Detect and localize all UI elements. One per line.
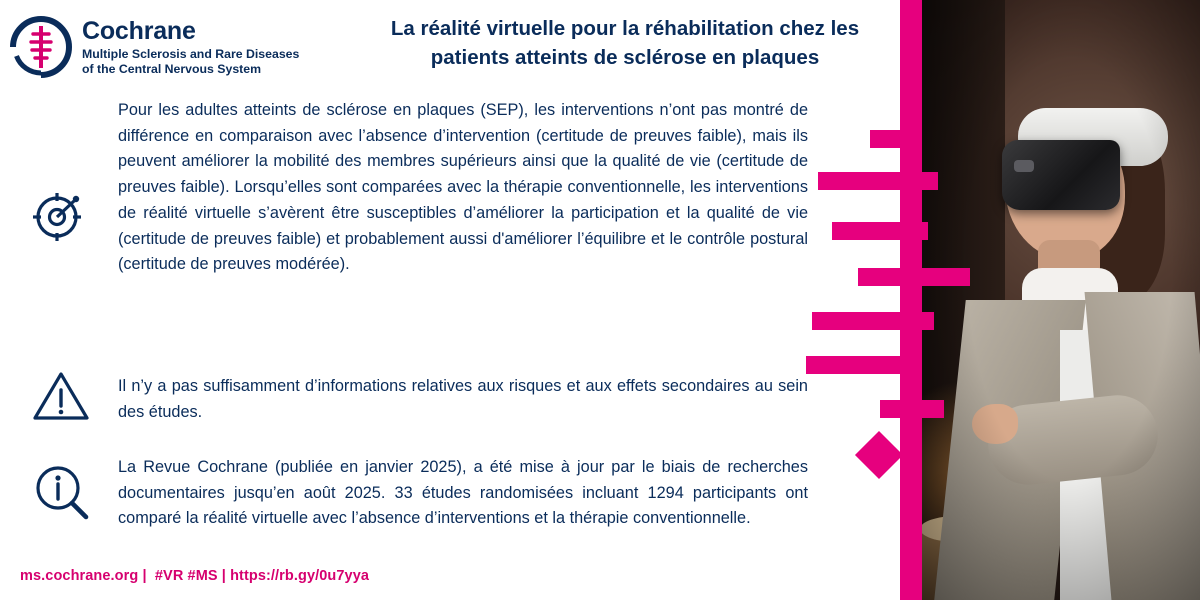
- accent-bar: [870, 130, 912, 148]
- footer-hashtags: #VR #MS: [154, 568, 218, 584]
- logo-title: Cochrane: [82, 17, 196, 45]
- accent-bar: [880, 400, 944, 418]
- footer-site-link[interactable]: ms.cochrane.org: [20, 568, 139, 584]
- accent-column: [900, 0, 922, 600]
- warning-triangle-icon: [32, 368, 90, 426]
- summary-block-findings: [118, 98, 808, 278]
- cochrane-logo-icon: [10, 16, 72, 78]
- logo-subtitle-line-1: Multiple Sclerosis and Rare Diseases: [82, 47, 300, 62]
- photo-panel: [910, 0, 1200, 600]
- logo-subtitle-line-2: of the Central Nervous System: [82, 62, 262, 77]
- block-text: Pour les adultes atteints de sclérose en plaques (SEP), les interventions n’ont pas montré de différence en comparaison avec l’absence d’intervention (certitude de preuves faible), mais ils peuvent améliorer la mobilité des membres supérieurs ainsi que la qualité de vie (certitude de preuves faible). Lorsqu’elles sont comparées avec la thérapie conventionnelle, les interventions de réalité virtuelle s’avèrent être susceptibles d’améliorer la participation et la qualité de vie (certitude de preuves faible) et probablement aussi d'améliorer l’équilibre et le contrôle postural (certitude de preuves modérée).: [118, 101, 808, 274]
- accent-bar: [806, 356, 904, 374]
- accent-diamond: [855, 431, 903, 479]
- accent-bar: [812, 312, 934, 330]
- summary-block-review-info: [118, 455, 808, 532]
- page-title: La réalité virtuelle pour la réhabilitation chez les patients atteints de sclérose en plaques: [390, 17, 860, 70]
- footer-separator-2: |: [217, 568, 231, 584]
- footer-short-link[interactable]: https://rb.gy/0u7yya: [230, 568, 370, 584]
- accent-bar: [858, 268, 970, 286]
- header: [0, 0, 900, 92]
- vr-headset-photo: [910, 0, 1200, 600]
- footer: [20, 568, 369, 584]
- accent-bar: [832, 222, 928, 240]
- photo-vignette: [910, 0, 1200, 600]
- block-text: La Revue Cochrane (publiée en janvier 2025), a été mise à jour par le biais de recherches documentaires jusqu’en août 2025. 33 études randomisées incluant 1294 participants ont comparé la réalité virtuelle avec l’absence d’interventions et la thérapie conventionnelle.: [118, 458, 808, 528]
- block-text: Il n’y a pas suffisamment d’informations relatives aux risques et aux effets secondaires au sein des études.: [118, 377, 808, 421]
- footer-separator-1: |: [138, 568, 155, 584]
- logo-text: [82, 18, 332, 77]
- accent-bar: [818, 172, 938, 190]
- target-clock-icon: [30, 185, 88, 243]
- summary-block-safety: [118, 374, 808, 425]
- magnifier-info-icon: [32, 462, 90, 520]
